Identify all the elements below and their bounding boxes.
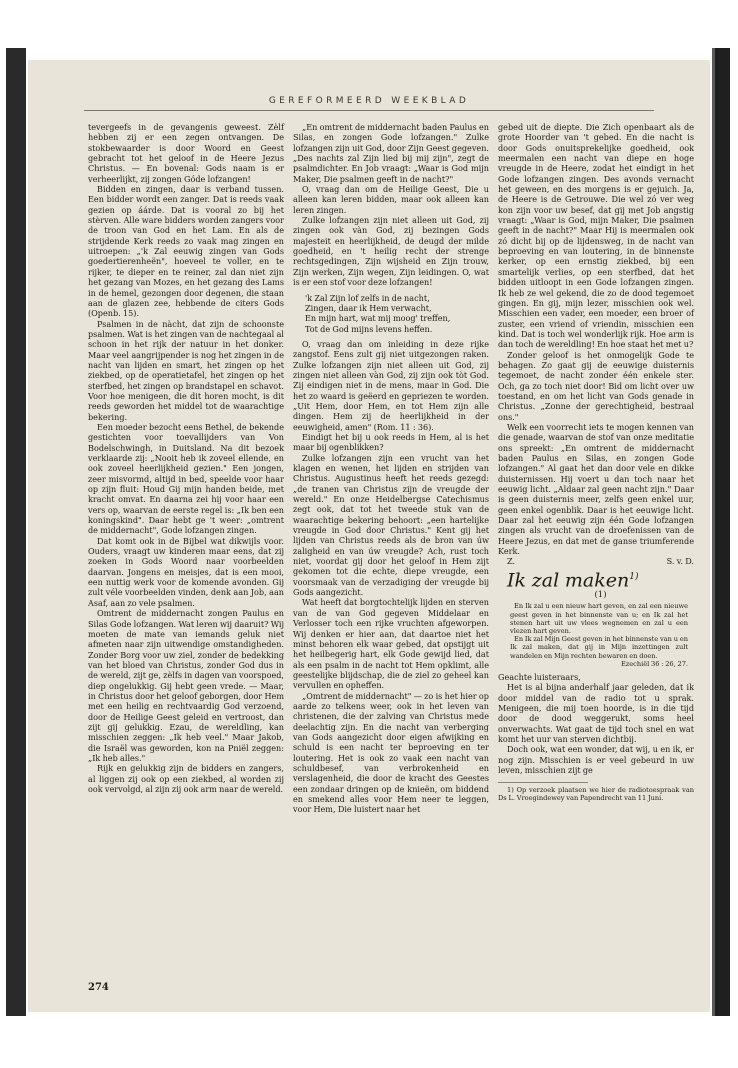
page-number: 274 — [88, 982, 109, 993]
paragraph: Welk een voorrecht iets te mogen kennen van die genade, waarvan de stof van onze meditatie ons spreekt: „En omtrent de middernacht baden Paulus en Silas, en zongen Gode lofzangen." Al gaat het dan door vele en dikke duisternissen. Hij voert u dan toch naar het eeuwig licht. „Aldaar zal geen nacht zijn." Daar is geen duisternis meer, zelfs geen enkel uur, geen enkel ogenblik. Daar is het eeuwige licht. Daar zal het eeuwig zijn één Gode lofzangen zingen als vrucht van de droefenissen van de Heere Jezus, en dat met de ganse triumferende Kerk. — [498, 421, 694, 557]
paragraph: tevergeefs in de gevangenis geweest. Zèlf hebben zij er een zegen ontvangen. De stokbewaarder is door Woord en Geest gebracht tot het geloof in de Heere Jezus Christus. — En bovenal: Gods naam is er verheerlijkt, zij zongen Góde lofzangen! — [88, 122, 284, 184]
paragraph: „En omtrent de middernacht baden Paulus en Silas, en zongen Gode lofzangen." Zulke lofzangen zijn uit God, door Zijn Geest gegeven. „Des nachts zal Zijn lied bij mij zijn", zegt de psalmdichter. En Job vraagt: „Waar is God mijn Maker, Die psalmen geeft in de nacht?" — [293, 122, 489, 184]
verse-line: Tot de God mijns levens heffen. — [305, 323, 433, 334]
column-right — [498, 122, 694, 802]
paragraph: O, vraag dan om inleiding in deze rijke zangstof. Eens zult gij niet uitgezongen raken. Zulke lofzangen zijn niet alleen uit God, zij zingen niet alleen vàn God, zij zijn ook tòt God. Zij eindigen niet in de mens, maar in God. Die het zo waard is geëerd en gepriezen te worden. „Uit Hem, door Hem, en tot Hem zijn alle dingen. Hem zij de heerlijkheid in der eeuwigheid, amen" (Rom. 11 : 36). — [293, 338, 489, 432]
signature — [498, 556, 694, 566]
paragraph: Het is al bijna anderhalf jaar geleden, dat ik door middel van de radio tot u sprak. Menigeen, die mij toen hoorde, is in die tijd door de dood weggerukt, soms heel onverwachts. Wat gaat de tijd toch snel en wat komt het uur van sterven dichtbij. — [498, 682, 694, 745]
running-header: GEREFORMEERD WEEKBLAD — [28, 96, 710, 106]
column-middle — [293, 122, 489, 815]
paragraph: „Omtrent de middernacht" — zo is het hier op aarde zo telkens weer, ook in het leven van christenen, die der zalving van Christus mede deelachtig zijn. En die nacht van verberging van Gods aangezicht door eigen afwijking en schuld is een nacht ter beproeving en ter loutering. Het is ook zo vaak een nacht van schuldbesef, van verbrokenheid en verslagenheid, die door de kracht des Geestes een zondaar dringen op de knieën, om biddend en smekend alles voor Hem neer te leggen, voor Hem, Die luistert naar het — [293, 690, 489, 815]
paragraph: Bidden en zingen, daar is verband tussen. Een bidder wordt een zanger. Dat is reeds vaak gezien op áárde. Dat is vooral zo bij het stèrven. Alle ware bidders worden zangers voor de troon van God en het Lam. En als de strijdende Kerk reeds zo vaak mag zingen en uitroepen: „'k Zal eeuwig zingen van Gods goedertierenheën", hoeveel te voller, en te rijker, te dieper en te reiner, zal dan niet zijn het gezang van Mozes, en het gezang des Lams in de hemel, gezongen door degenen, die staan aan de glazen zee, hebbende de citers Gods (Openb. 15). — [88, 184, 284, 319]
paragraph: Zulke lofzangen zijn een vrucht van het klagen en wenen, het lijden en strijden van Christus. Augustinus heeft het reeds gezegd: „de tranen van Christus zijn de vreugde der wereld." En onze Heidelbergse Catechismus zegt ook, dat tot het tweede stuk van de waarachtige bekering behoort: „een hartelijke vreugde in God door Christus." Kent gij het lijden van Christus reeds als de bron van úw zaligheid en van úw vreugde? Ach, rust toch niet, voordat gij door het geloof in Hem zijt gekomen tot die echte, diepe vreugde, een voorsmaak van de verzadiging der vreugde bij Gods aangezicht. — [293, 452, 489, 598]
signature-initial: Z. — [507, 556, 516, 567]
paragraph: Zulke lofzangen zijn niet alleen uit God, zij zingen ook vàn God, zij bezingen Gods majesteit en heerlijkheid, de deugd der milde goedheid, en 't heilig recht der strenge rechtsgedingen, Zijn wijsheid en Zijn trouw, Zijn werken, Zijn wegen, Zijn leidingen. O, wat is er een stof voor deze lofzangen! — [293, 215, 489, 288]
scan-edge-left — [6, 48, 26, 1016]
hymn-verse — [305, 293, 489, 334]
paragraph: Omtrent de middernacht zongen Paulus en Silas Gode lofzangen. Wat leren wij daaruit? Wij moeten de mate van iemands geluk niet afmeten naar zijn uitwendige omstandigheden. Zonder Borg voor uw ziel, zonder de bedekking van het bloed van Christus, zonder God dus in de wereld, zijt ge, zèlfs in dagen van voorspoed, diep ongelukkig. Gij hebt geen vrede. — Maar, in Christus door het geloof geborgen, door Hem met een heilig en rechtvaardig God verzoend, door de Heilige Geest geleid en vertroost, dan zijt gij gelukkig. Ezau, de wereldling, kan misschien zeggen: „Ik heb veel." Maar Jakob, die Israël was geworden, kon na Pniël zeggen: „Ik heb alles." — [88, 608, 284, 763]
paragraph: Eindigt het bij u ook reeds in Hem, al is het maar bij ogenblikken? — [293, 431, 489, 453]
paragraph: Wat heeft dat borgtochtelijk lijden en sterven van de van God gegeven Middelaar en Verlosser toch een rijke vruchten afgeworpen. Wij denken er hier aan, dat daartoe niet het minst behoren elk waar gebed, dat opstijgt uit het heilbegerig hart, elk Gode gewijd lied, dat als een psalm in de nacht tot Hem opklimt, alle geestelijke blijdschap, die de ziel zo geheel kan vervullen en opheffen. — [293, 597, 489, 691]
paragraph: Doch ook, wat een wonder, dat wij, u en ik, er nog zijn. Misschien is er veel gebeurd in uw leven, misschien zijt ge — [498, 744, 694, 776]
salutation: Geachte luisteraars, — [498, 672, 581, 683]
quote-verse: En Ik zal u een nieuw hart geven, en zal een nieuwe geest geven in het binnenste van u; en Ik zal het stenen hart uit uw vlees wegnemen en zal u een vlezen hart geven. — [510, 602, 688, 636]
scan-edge-right — [712, 48, 730, 1016]
column-left — [88, 122, 284, 794]
paragraph: Dat komt ook in de Bijbel wat dikwijls voor. Ouders, vraagt uw kinderen maar eens, dat zij zoeken in Gods Woord naar voorbeelden daarvan. Jongens en meisjes, dat is een mooi, een nuttig werk voor de komende avonden. Gij zult véle voorbeelden vinden, denk aan Job, aan Asaf, aan zo vele psalmen. — [88, 535, 284, 608]
verse-line: En mijn hart, wat mij moog' treffen, — [305, 313, 451, 324]
paragraph: Zonder geloof is het onmogelijk Gode te behagen. Zo gaat gij de eeuwige duisternis tegemoet, de nacht zonder één enkele ster. Och, ga zo toch niet door! Bid om licht over uw toestand, en om het licht van Gods genade in Christus. „Zonne der gerechtigheid, bestraal ons." — [498, 349, 694, 422]
paragraph: O, vraag dan om de Heilige Geest, Die u alleen kan leren bidden, maar ook alleen kan leren zingen. — [293, 184, 489, 215]
paragraph: Een moeder bezocht eens Bethel, de bekende gestichten voor toevallijders van Von Bodelschwingh, in Duitsland. Na dit bezoek verklaarde zij: „Nooit heb ik zoveel ellende, en ook zoveel heerlijkheid gezien." Een jongen, zeer misvormd, altijd in bed, speelde voor haar op zijn fluit: Houd Gij mijn handen beide, met kracht omvat. En daarna zei hij voor haar een vers op, waarvan de eerste regel is: „Ik ben een koningskind". Daar hebt ge 't weer: „omtrent de middernacht", Gode lofzangen zingen. — [88, 421, 284, 536]
article-number: (1) — [594, 590, 607, 601]
paragraph: Rijk en gelukkig zijn de bidders en zangers, al liggen zij ook op een ziekbed, al worden zij ook vervolgd, al zijn zij ook arm naar de wereld. — [88, 763, 284, 794]
footnote-marker: 1) — [629, 571, 639, 582]
verse-line: 'k Zal Zijn lof zelfs in de nacht, — [305, 292, 430, 303]
footnote: 1) Op verzoek plaatsen we hier de radiotoespraak van Ds L. Vroegindewey van Papendrecht van 11 Juni. — [498, 785, 694, 802]
quote-verse: En Ik zal Mijn Geest geven in het binnenste van u en Ik zal maken, dat gij in Mijn inzettingen zult wandelen en Mijn rechten bewaren en doen. — [510, 635, 688, 660]
paragraph: Psalmen in de nàcht, dat zijn de schoonste psalmen. Wat is het zingen van de nachtegaal al schoon in het rijk der natuur in het donker. Maar veel aangrijpender is nog het zingen in de nacht van lijden en smart, het zingen op het ziekbed, op de operatietafel, het zingen op het sterfbed, het zingen op brandstapel en schavot. Voor hoe menigeen, die dit horen mocht, is dit reeds geworden het middel tot de waarachtige bekering. — [88, 318, 284, 422]
scripture-quote — [510, 602, 688, 668]
article-title — [498, 567, 694, 590]
scripture-reference: Ezechiël 36 : 26, 27. — [620, 659, 688, 668]
verse-line: Zingen, daar ik Hem verwacht, — [305, 302, 432, 313]
article-title-text: Ik zal maken — [507, 569, 630, 592]
magazine-page — [28, 60, 710, 1012]
signature-author: S. v. D. — [666, 556, 694, 567]
paragraph: gebed uit de diepte. Die Zich openbaart als de grote Hoorder van 't gebed. En die nacht is door Gods onuitsprekelijke goedheid, ook meermalen een nacht van diepe en hoge vreugde in de Heere, zodat het eindigt in het Gode lofzangen zingen. Des avonds vernacht het geween, en des morgens is er gejuich. Ja, de Heere is de Getrouwe. Die wel zó ver weg kon zijn voor uw besef, dat gij met Job angstig vraagt: „Waar is God, mijn Maker, Die psalmen geeft in de nacht?" Maar Hij is meermalen ook zó dicht bij op de lijdensweg, in de nacht van beproeving en van loutering, in de binnenste kerker, op een ernstig ziekbed, bij een smartelijk verlies, op een sterfbed, dat het bidden uitloopt in een Gode lofzangen zingen. Ik heb ze wel gekend, die zo de dood tegemoet gingen. En gij, mijn lezer, misschien ook wel. Misschien een vader, een moeder, een broer of zuster, een vriend of vriendin, misschien een kind. Dat is toch wel wonderlijk rijk. Hoe arm is dan toch de wereldling! En hoe staat het met u? — [498, 122, 694, 350]
